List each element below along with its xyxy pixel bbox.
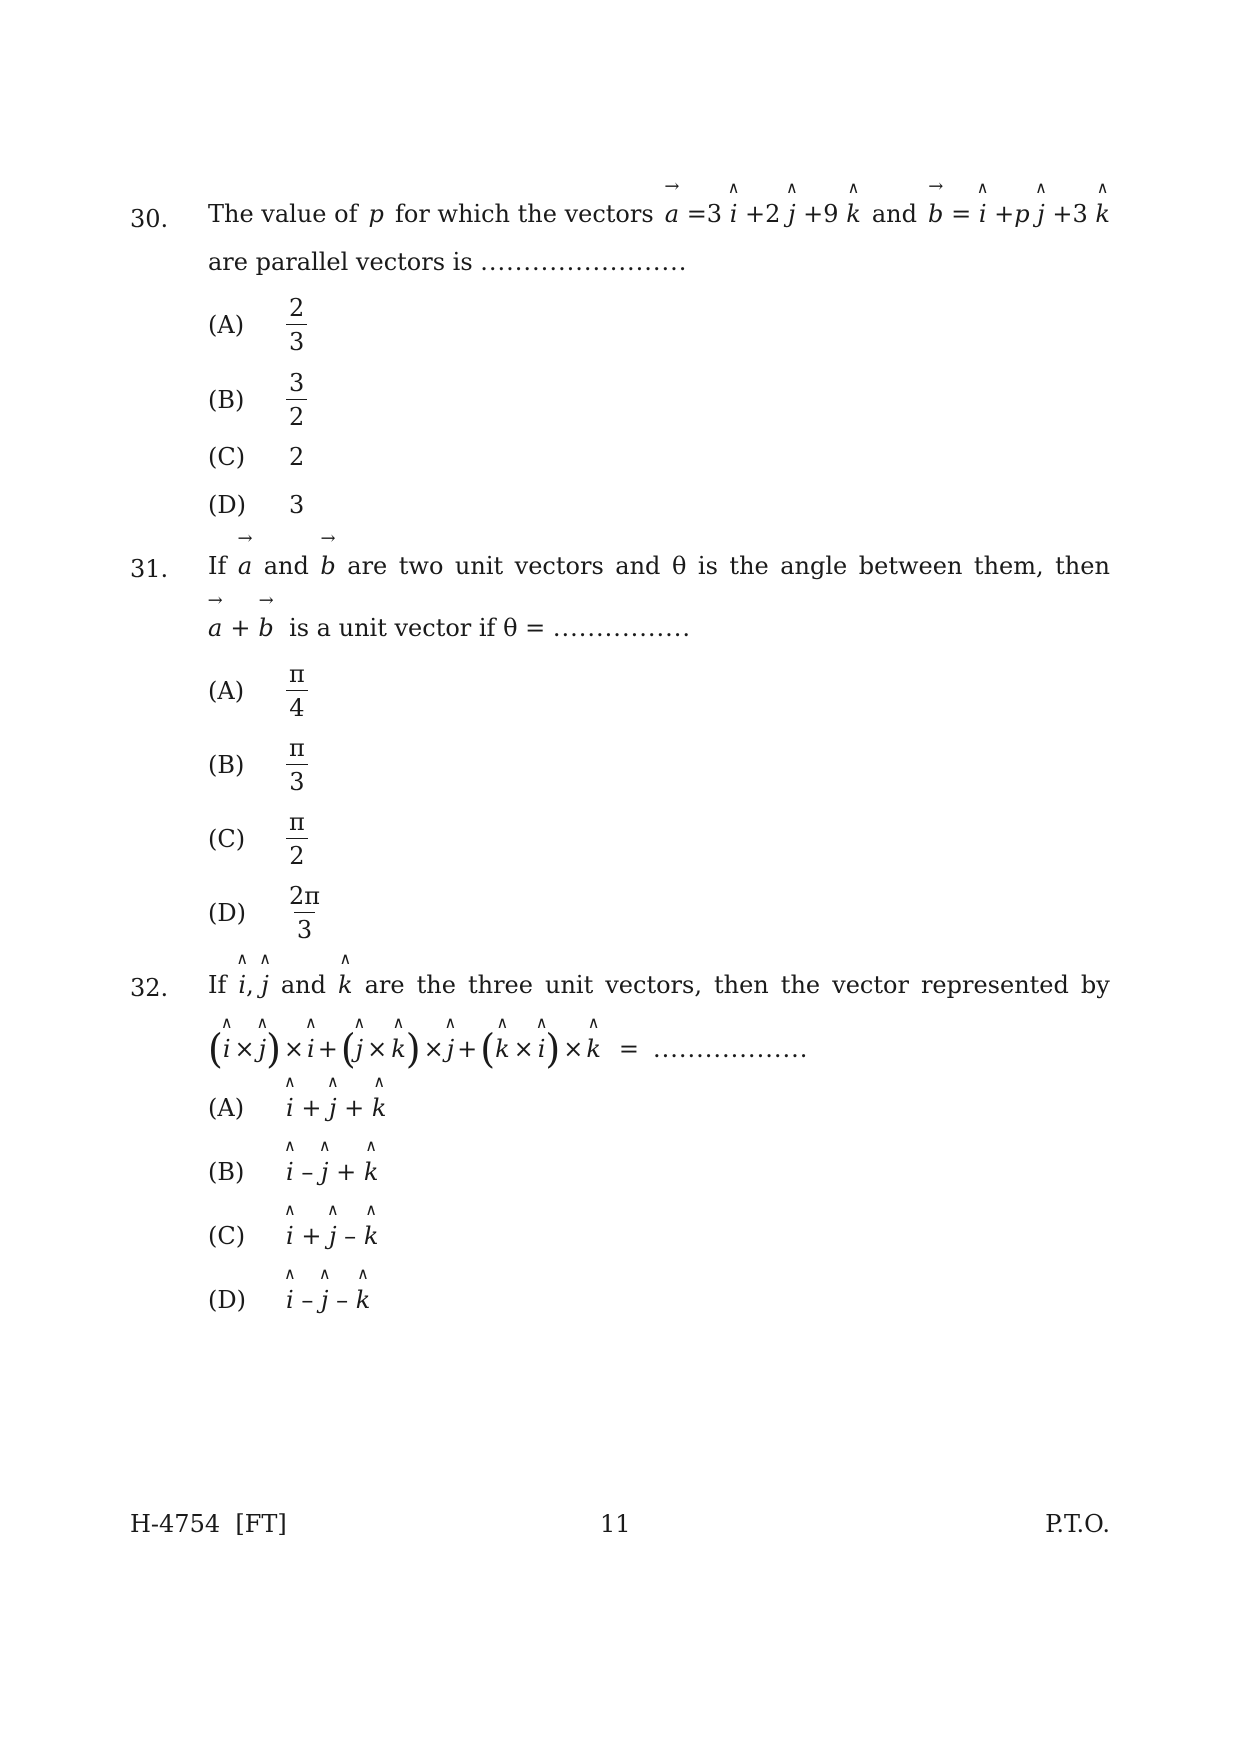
paper-code: H-4754 [FT] [130,1510,287,1538]
answer-blank: ................ [552,614,691,642]
option-label: (A) [208,677,245,705]
question-text-line-2 [208,248,687,276]
arrow-icon: → [207,590,223,611]
hat-icon: ∧ [365,1200,377,1219]
hat-icon: ∧ [357,1264,369,1283]
option-label: (B) [208,386,245,414]
hat-icon: ∧ [259,949,271,968]
unit-k: ∧ k [495,1013,510,1063]
unit-vectors-ij: ∧ i, ∧ j [236,949,271,999]
question-text-line-2: → a + → b is a unit vector if θ = ................ [207,590,691,642]
unit-j: ∧ j [318,1136,331,1186]
hat-icon: ∧ [283,1136,296,1155]
option-a[interactable] [208,1072,387,1122]
option-label: (D) [208,1286,246,1314]
arrow-icon: → [928,176,944,197]
option-a[interactable] [208,296,307,354]
hat-icon: ∧ [444,1013,457,1032]
unit-k: ∧ k [1095,178,1110,228]
hat-icon: ∧ [1096,178,1109,197]
question-number: 32. [130,974,169,1002]
page-number: 11 [600,1510,631,1538]
hat-icon: ∧ [587,1013,600,1032]
option-expression: ∧ i + ∧ j + ∧ k [283,1072,387,1122]
option-label: (C) [208,825,246,853]
option-expression: ∧ i – ∧ j + ∧ k [283,1136,379,1186]
option-a[interactable] [208,662,308,720]
question-number: 31. [130,555,169,583]
hat-icon: ∧ [256,1013,269,1032]
hat-icon: ∧ [365,1136,377,1155]
hat-icon: ∧ [283,1200,296,1219]
option-c[interactable] [208,443,304,471]
unit-i: ∧ i [236,949,249,999]
unit-j: ∧ j [444,1013,457,1063]
hat-icon: ∧ [283,1264,296,1283]
unit-k: ∧ k [846,178,861,228]
option-c[interactable] [208,1200,379,1250]
var-p: p [368,200,384,228]
unit-j: ∧ j [318,1264,331,1314]
fraction: $\frac{2}{3}$ [286,296,307,354]
unit-k: ∧ k [363,1200,379,1250]
hat-icon: ∧ [785,178,798,197]
option-label: (A) [208,311,245,339]
unit-i: ∧ i [727,178,740,228]
option-expression: ∧ i + ∧ j – ∧ k [283,1200,379,1250]
hat-icon: ∧ [976,178,989,197]
fraction: $\frac{2\pi}{3}$ [289,882,321,944]
unit-k: ∧ k [586,1013,601,1063]
question-text-line-1: If → a and → b are two unit vectors and θ is the angle between them, then [208,528,1110,580]
unit-j: ∧ j [785,178,798,228]
question-text-line-1: If ∧ i, ∧ j and ∧ k are the three unit vectors, then the vector represented by [208,949,1110,999]
hat-icon: ∧ [1035,178,1047,197]
hat-icon: ∧ [847,178,860,197]
fraction: $\frac{3}{2}$ [286,371,307,429]
question-expression: ( ∧ i × ∧ j ) × ∧ i + ( ∧ j × ∧ k ) × ∧ j + ( ∧ k × ∧ i ) × ∧ k = .................. [208,1013,809,1073]
option-value: 3 [289,491,305,519]
hat-icon: ∧ [220,1013,233,1032]
hat-icon: ∧ [305,1013,317,1032]
unit-i: ∧ i [305,1013,317,1063]
answer-blank: ........................ [480,248,688,276]
text: are parallel vectors is [208,248,473,276]
hat-icon: ∧ [392,1013,405,1032]
arrow-icon: → [237,528,253,549]
unit-i: ∧ i [535,1013,548,1063]
option-label: (D) [208,491,246,519]
option-d[interactable] [208,884,323,942]
unit-j: ∧ j [326,1072,339,1122]
option-label: (D) [208,899,246,927]
answer-blank: .................. [653,1035,809,1063]
option-label: (B) [208,751,245,779]
option-label: (A) [208,1094,245,1122]
arrow-icon: → [664,176,680,197]
hat-icon: ∧ [326,1200,339,1219]
text: and [871,200,917,228]
option-b[interactable] [208,736,308,794]
unit-j: ∧ j [1035,178,1047,228]
vector-a-expression: → a =3 ∧ i +2 ∧ j +9 ∧ k [664,176,861,228]
option-c[interactable] [208,810,308,868]
option-d[interactable] [208,1264,371,1314]
text: is a unit vector if θ = [289,614,546,642]
please-turn-over: P.T.O. [1045,1510,1110,1538]
arrow-icon: → [258,590,274,611]
question-number: 30. [130,205,169,233]
unit-k: ∧ k [338,949,353,999]
option-label: (C) [208,443,246,471]
arrow-icon: → [320,528,336,549]
unit-j: ∧ j [259,949,271,999]
fraction: $\frac{\pi}{3}$ [286,736,308,794]
text: The value of [208,200,358,228]
unit-j: ∧ j [353,1013,366,1063]
option-expression: ∧ i – ∧ j – ∧ k [283,1264,371,1314]
hat-icon: ∧ [496,1013,509,1032]
unit-i: ∧ i [283,1072,296,1122]
unit-i: ∧ i [976,178,989,228]
vector-b: → b [928,176,944,228]
vector-a: → a [664,176,680,228]
unit-j: ∧ j [326,1200,339,1250]
vector-b: → b [320,528,336,580]
hat-icon: ∧ [236,949,249,968]
option-b[interactable] [208,371,307,429]
vector-a: → a [237,528,253,580]
unit-i: ∧ i [283,1200,296,1250]
hat-icon: ∧ [318,1264,331,1283]
option-label: (C) [208,1222,246,1250]
unit-k: ∧ k [371,1072,387,1122]
fraction: $\frac{\pi}{4}$ [286,662,308,720]
hat-icon: ∧ [326,1072,339,1091]
text: for which the vectors [395,200,654,228]
hat-icon: ∧ [353,1013,366,1032]
unit-i: ∧ i [283,1136,296,1186]
fraction: $\frac{\pi}{2}$ [286,810,308,868]
hat-icon: ∧ [318,1136,331,1155]
unit-i: ∧ i [220,1013,233,1063]
hat-icon: ∧ [283,1072,296,1091]
vector-b-expression: → b = ∧ i +p ∧ j +3 ∧ k [928,176,1110,228]
option-d[interactable] [208,491,304,519]
vector-a: → a [207,590,223,642]
option-b[interactable] [208,1136,379,1186]
unit-k: ∧ k [355,1264,371,1314]
unit-k: ∧ k [391,1013,406,1063]
unit-k: ∧ k [363,1136,379,1186]
option-label: (B) [208,1158,245,1186]
option-value: 2 [289,443,305,471]
unit-j: ∧ j [256,1013,269,1063]
hat-icon: ∧ [373,1072,386,1091]
hat-icon: ∧ [727,178,740,197]
vector-b: → b [258,590,274,642]
hat-icon: ∧ [339,949,352,968]
hat-icon: ∧ [535,1013,548,1032]
question-text-line-1 [208,176,1110,228]
unit-i: ∧ i [283,1264,296,1314]
